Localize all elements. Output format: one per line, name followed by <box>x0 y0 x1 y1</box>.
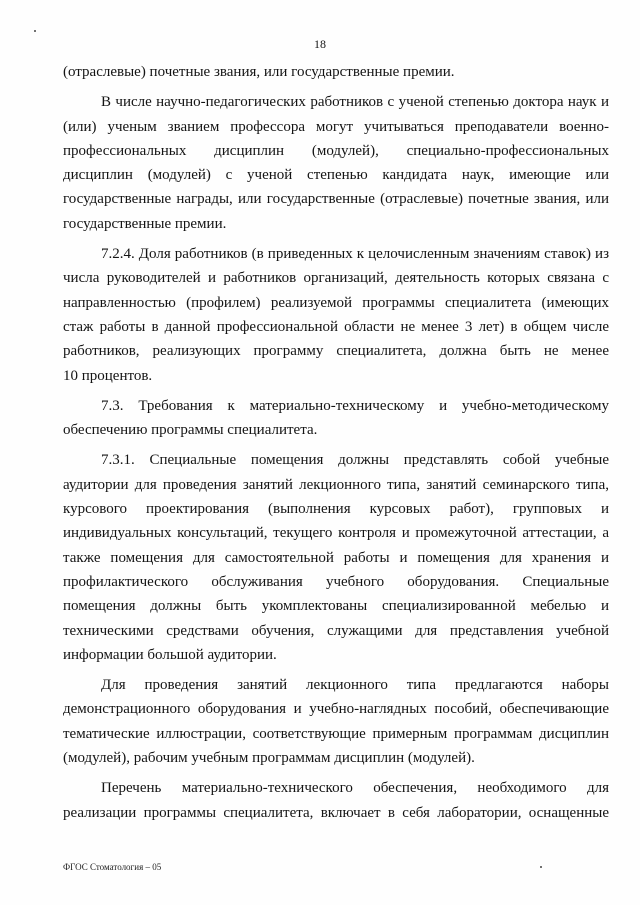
paragraph-line: (отраслевые) почетные звания, или государственные премии. <box>63 64 455 80</box>
page-number: 18 <box>314 37 326 51</box>
paragraph-line: Перечень материально-технического обеспечения, необходимого для <box>101 780 609 797</box>
paragraph-line: реализации программы специалитета, включает в себя лаборатории, оснащенные <box>63 804 609 821</box>
paragraph-line: техническими средствами обучения, служащими для представления учебной <box>63 622 609 639</box>
paragraph <box>63 673 609 770</box>
paragraph-line: 7.2.4. Доля работников (в приведенных к целочисленным значениям ставок) из <box>101 246 609 263</box>
paragraph-line: помещения должны быть укомплектованы специализированной мебелью и <box>63 598 609 615</box>
document-footer: ФГОС Стоматология – 05 <box>63 862 162 872</box>
paragraph <box>63 90 609 236</box>
paragraph-line: индивидуальных консультаций, текущего контроля и промежуточной аттестации, а <box>63 525 609 542</box>
paragraph-line: числа руководителей и работников организаций, деятельность которых связана с <box>63 270 609 287</box>
paragraph-line: государственные премии. <box>63 215 227 232</box>
paragraph-line: (модулей), рабочим учебным программам дисциплин (модулей). <box>63 750 475 767</box>
paragraph-line: стаж работы в данной профессиональной области не менее 3 лет) в общем числе <box>63 318 609 335</box>
paragraph-line: профессиональных дисциплин (модулей), специально-профессиональных <box>63 142 609 159</box>
paragraph-line: 10 процентов. <box>63 367 153 384</box>
paragraph <box>63 776 609 825</box>
paragraph-line: дисциплин (модулей) с ученой степенью кандидата наук, имеющие или <box>63 167 609 184</box>
paragraph-line: работников, реализующих программу специалитета, должна быть не менее <box>63 343 609 360</box>
paragraph-line: информации большой аудитории. <box>63 646 277 663</box>
paragraph-line: демонстрационного оборудования и учебно-наглядных пособий, обеспечивающие <box>63 701 609 718</box>
paragraph-line: также помещения для самостоятельной работы и помещения для хранения и <box>63 549 609 566</box>
paragraph-line: В числе научно-педагогических работников с ученой степенью доктора наук и <box>101 94 609 111</box>
scan-speck <box>540 866 542 868</box>
paragraph-line: Для проведения занятий лекционного типа предлагаются наборы <box>101 677 609 694</box>
paragraph-line: курсового проектирования (выполнения курсовых работ), групповых и <box>63 501 609 518</box>
paragraph <box>63 242 609 388</box>
paragraph-line: направленностью (профилем) реализуемой программы специалитета (имеющих <box>63 294 609 311</box>
document-body <box>63 60 609 831</box>
paragraph-line: обеспечению программы специалитета. <box>63 422 318 439</box>
scan-speck <box>34 30 36 32</box>
paragraph <box>63 60 609 84</box>
paragraph-line: государственные награды, или государственные (отраслевые) почетные звания, или <box>63 191 609 208</box>
paragraph-line: тематические иллюстрации, соответствующие примерным программам дисциплин <box>63 725 609 742</box>
paragraph <box>63 394 609 443</box>
paragraph-line: 7.3. Требования к материально-техническому и учебно-методическому <box>101 397 609 414</box>
paragraph-line: аудитории для проведения занятий лекционного типа, занятий семинарского типа, <box>63 476 609 493</box>
paragraph-line: профилактического обслуживания учебного оборудования. Специальные <box>63 573 609 590</box>
paragraph-line: (или) ученым званием профессора могут учитываться преподаватели военно- <box>63 118 609 135</box>
paragraph-line: 7.3.1. Специальные помещения должны представлять собой учебные <box>101 452 609 469</box>
paragraph <box>63 448 609 667</box>
